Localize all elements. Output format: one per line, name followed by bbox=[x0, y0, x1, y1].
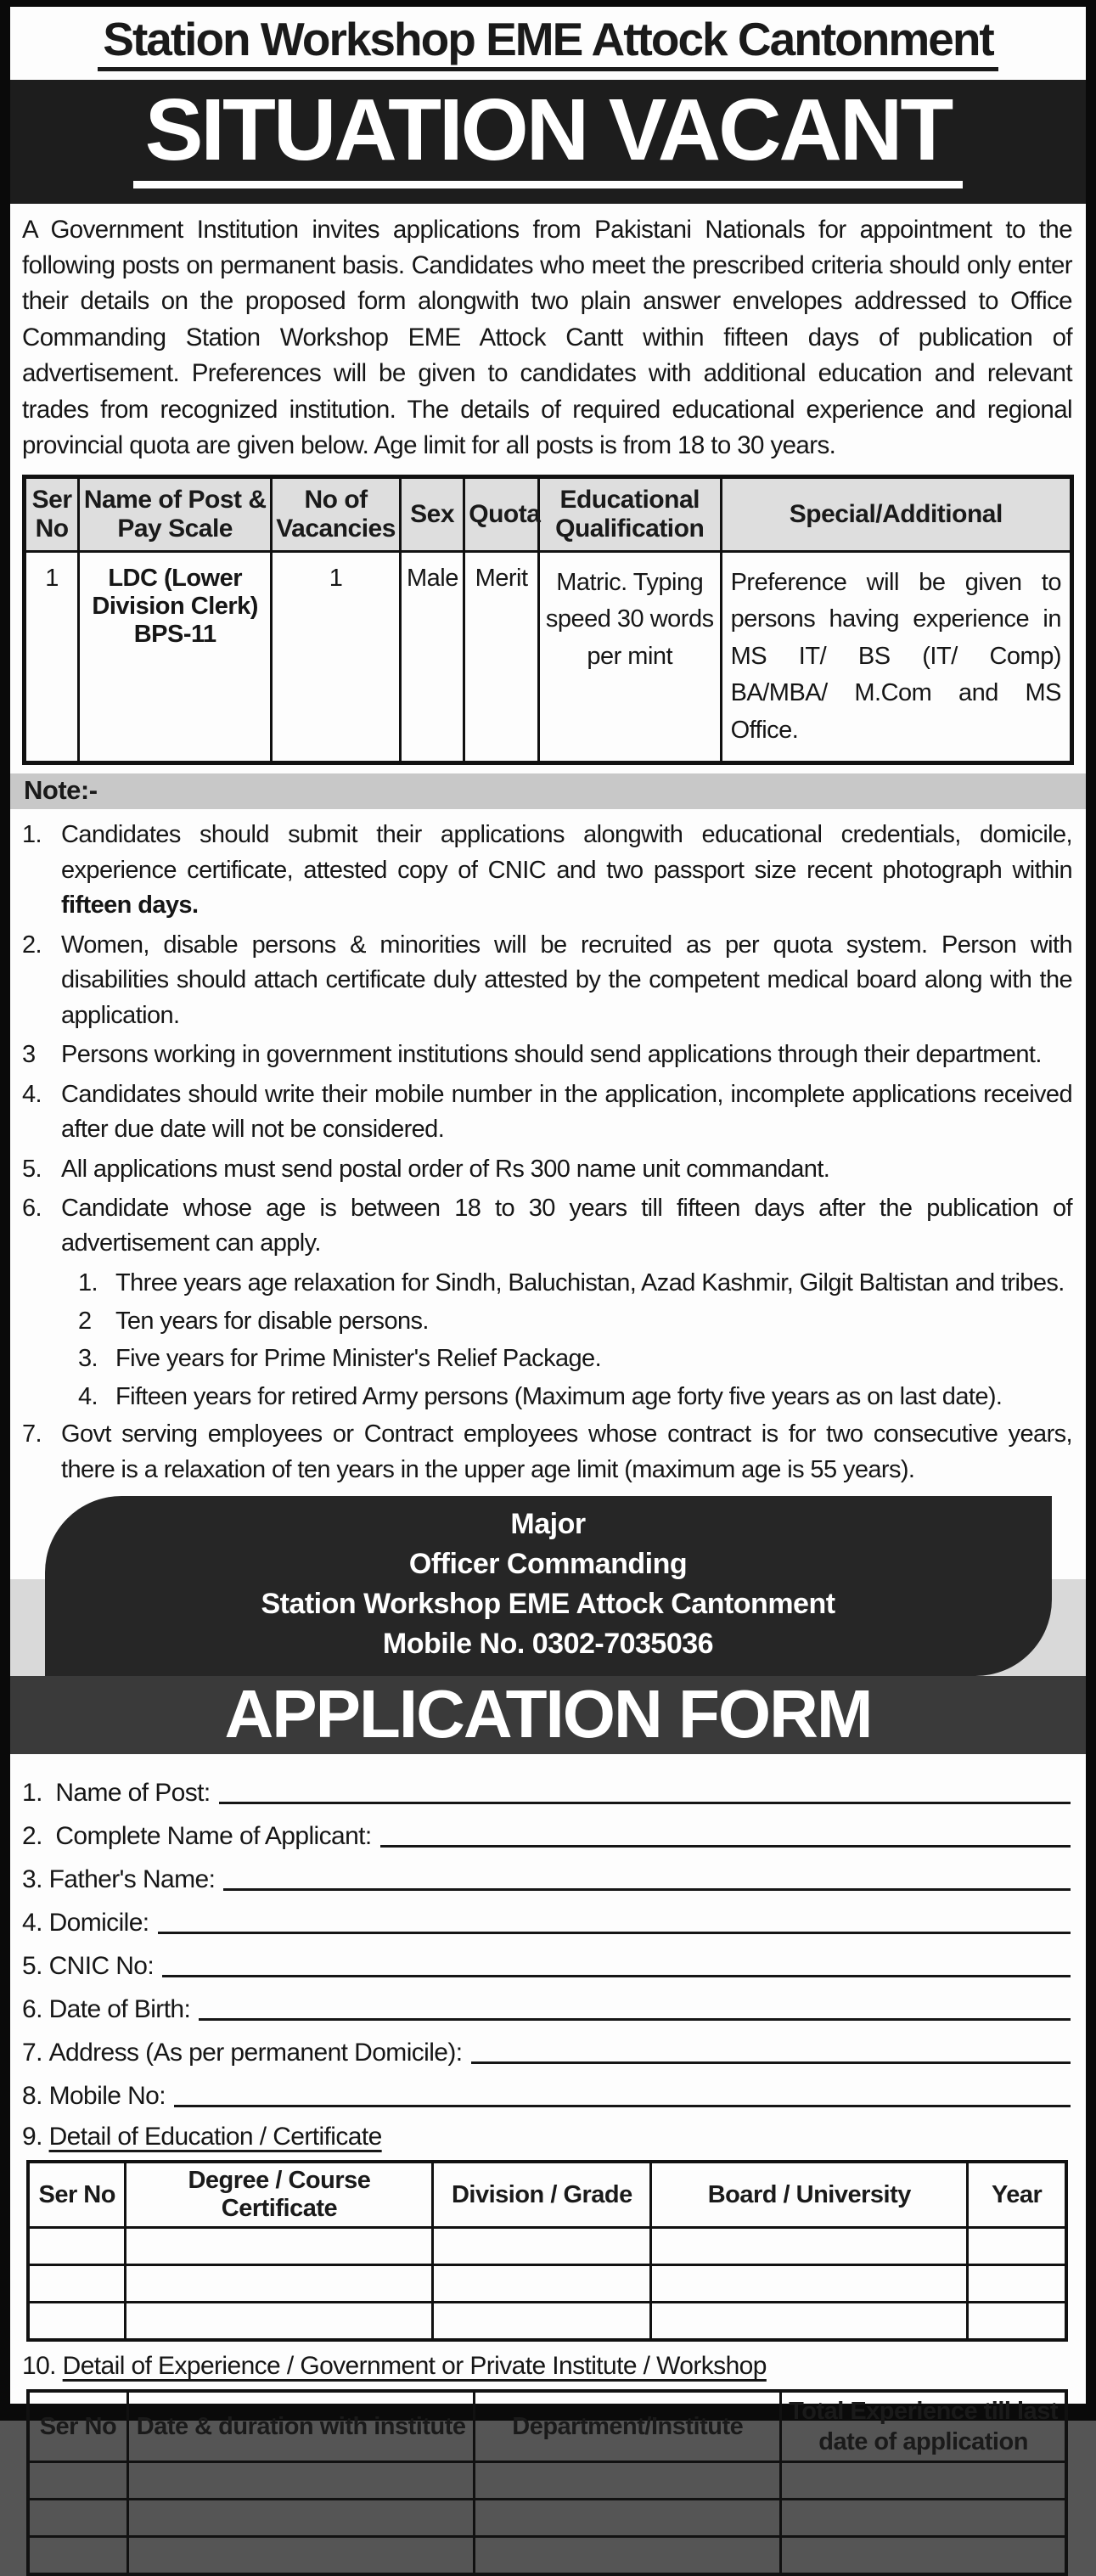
note-subitem-1 bbox=[78, 1266, 1072, 1301]
intro-paragraph: A Government Institution invites applications from Pakistani Nationals for appointment to the following posts on permanent basis. Candidates who meet the prescribed criteria should only enter their details on the proposed form alongwith two plain answer envelopes addressed to Office Commanding Station Workshop EME Attock Cantt within fifteen days of publication of advertisement. Preferences will be given to candidates with additional education and relevant trades from recognized institution. The details of required educational experience and regional provincial quota are given below. Age limit for all posts is from 18 to 30 years. bbox=[22, 215, 1072, 460]
empty-cell bbox=[28, 2500, 127, 2537]
empty-cell bbox=[433, 2265, 651, 2303]
vacancy-cell-quota: Merit bbox=[464, 551, 539, 763]
form-field-address bbox=[22, 2026, 1072, 2069]
empty-cell bbox=[781, 2500, 1066, 2537]
vacancy-header-sex: Sex bbox=[400, 476, 464, 551]
vacancy-cell-special: Preference will be given to persons having experience in MS IT/ BS (IT/ Comp) BA/MBA/ M.Com and MS Office. bbox=[721, 551, 1071, 763]
experience-header-ser: Ser No bbox=[28, 2391, 127, 2462]
note-subitem-4-text: Fifteen years for retired Army persons (Maximum age forty five years as on last date). bbox=[115, 1382, 1003, 1410]
note-item-3-num: 3 bbox=[22, 1041, 36, 1069]
empty-cell bbox=[968, 2228, 1066, 2265]
form-field-mobile bbox=[22, 2069, 1072, 2112]
vacancy-header-ser: Ser No bbox=[25, 476, 79, 551]
contact-designation: Officer Commanding bbox=[408, 1548, 688, 1581]
note-banner: Note:- bbox=[10, 773, 1086, 809]
empty-cell bbox=[475, 2462, 781, 2500]
empty-cell bbox=[126, 2303, 433, 2340]
empty-cell bbox=[127, 2462, 474, 2500]
form-field-address-line bbox=[471, 2061, 1071, 2064]
education-header-row bbox=[28, 2162, 1066, 2228]
vacancy-data-row bbox=[25, 551, 1072, 763]
vacancy-header-post: Name of Post & Pay Scale bbox=[79, 476, 272, 551]
empty-cell bbox=[433, 2303, 651, 2340]
education-empty-row bbox=[28, 2265, 1066, 2303]
empty-cell bbox=[475, 2537, 781, 2574]
vacancy-header-row bbox=[25, 476, 1072, 551]
note-item-7-text: Govt serving employees or Contract employees whose contract is for two consecutive years, there is a relaxation of ten years in the upper age limit (maximum age is 55 years). bbox=[61, 1420, 1072, 1483]
note-item-2 bbox=[22, 928, 1072, 1033]
form-field-domicile-label: 4. Domicile: bbox=[22, 1909, 149, 1938]
education-table bbox=[26, 2160, 1068, 2342]
experience-header-department: Department/Institute bbox=[475, 2391, 781, 2462]
note-item-1-num: 1. bbox=[22, 821, 42, 849]
form-field-domicile-line bbox=[158, 1932, 1071, 1934]
vacancy-cell-ser: 1 bbox=[25, 551, 79, 763]
empty-cell bbox=[781, 2462, 1066, 2500]
vacancy-cell-vacancies: 1 bbox=[272, 551, 401, 763]
note-subitem-4 bbox=[78, 1380, 1072, 1415]
note-item-5 bbox=[22, 1152, 1072, 1187]
form-field-date-of-birth-label: 6. Date of Birth: bbox=[22, 1995, 191, 2024]
contact-unit: Station Workshop EME Attock Cantonment bbox=[261, 1588, 835, 1621]
vacancy-table bbox=[22, 475, 1074, 766]
vacancy-cell-sex: Male bbox=[400, 551, 464, 763]
empty-cell bbox=[28, 2228, 126, 2265]
experience-empty-row bbox=[28, 2500, 1066, 2537]
form-field-mobile-line bbox=[174, 2105, 1071, 2107]
experience-header-total: Total Experience till last date of application bbox=[781, 2391, 1066, 2462]
note-item-5-num: 5. bbox=[22, 1155, 42, 1183]
note-subitem-3-text: Five years for Prime Minister's Relief Package. bbox=[115, 1345, 602, 1373]
note-item-4-text: Candidates should write their mobile number in the application, incomplete applications received after due date will not be considered. bbox=[61, 1080, 1072, 1144]
empty-cell bbox=[651, 2228, 968, 2265]
form-field-mobile-label: 8. Mobile No: bbox=[22, 2082, 166, 2111]
form-field-date-of-birth bbox=[22, 1983, 1072, 2026]
form-field-father-name-label: 3. Father's Name: bbox=[22, 1865, 216, 1894]
empty-cell bbox=[781, 2537, 1066, 2574]
form-field-applicant-name-line bbox=[380, 1845, 1071, 1848]
note-item-6 bbox=[22, 1191, 1072, 1262]
education-header-division: Division / Grade bbox=[433, 2162, 651, 2228]
note-subitem-3 bbox=[78, 1341, 1072, 1376]
note-item-7 bbox=[22, 1417, 1072, 1488]
form-field-cnic bbox=[22, 1939, 1072, 1983]
education-empty-row bbox=[28, 2303, 1066, 2340]
empty-cell bbox=[651, 2303, 968, 2340]
form-field-applicant-name-label: 2. Complete Name of Applicant: bbox=[22, 1822, 372, 1851]
note-item-1-text: Candidates should submit their applications alongwith educational credentials, domicile, experience certificate, attested copy of CNIC and two passport size recent photograph within fifteen days. bbox=[61, 821, 1072, 920]
empty-cell bbox=[28, 2537, 127, 2574]
form-field-date-of-birth-line bbox=[199, 2018, 1071, 2021]
note-item-2-num: 2. bbox=[22, 931, 42, 959]
vacancy-header-vacancies: No of Vacancies bbox=[272, 476, 401, 551]
note-item-3-text: Persons working in government institutions should send applications through their department. bbox=[61, 1041, 1042, 1069]
experience-header-date: Date & duration with institute bbox=[127, 2391, 474, 2462]
note-item-4-num: 4. bbox=[22, 1080, 42, 1108]
form-field-name-of-post bbox=[22, 1766, 1072, 1809]
note-item-6-text: Candidate whose age is between 18 to 30 years till fifteen days after the publication of advertisement can apply. bbox=[61, 1195, 1072, 1257]
note-subitem-3-num: 3. bbox=[78, 1345, 98, 1373]
vacancy-header-qualification: Educational Qualification bbox=[538, 476, 721, 551]
vacancy-cell-post: LDC (Lower Division Clerk) BPS-11 bbox=[79, 551, 272, 763]
note-item-2-text: Women, disable persons & minorities will be recruited as per quota system. Person with disabilities should attach certificate duly attested by the competent medical board along with the application. bbox=[61, 931, 1072, 1029]
vacancy-header-special: Special/Additional bbox=[721, 476, 1071, 551]
note-subitem-2-text: Ten years for disable persons. bbox=[115, 1307, 429, 1335]
application-form bbox=[10, 1754, 1086, 2576]
education-empty-row bbox=[28, 2228, 1066, 2265]
application-form-title: APPLICATION FORM bbox=[224, 1676, 872, 1752]
empty-cell bbox=[28, 2462, 127, 2500]
experience-header-row bbox=[28, 2391, 1066, 2462]
empty-cell bbox=[126, 2265, 433, 2303]
education-header-ser: Ser No bbox=[28, 2162, 126, 2228]
education-header-year: Year bbox=[968, 2162, 1066, 2228]
contact-section bbox=[10, 1496, 1086, 1676]
empty-cell bbox=[433, 2228, 651, 2265]
contact-rank: Major bbox=[510, 1508, 586, 1541]
situation-vacant-banner bbox=[10, 80, 1086, 204]
form-field-applicant-name bbox=[22, 1809, 1072, 1853]
note-subitem-1-num: 1. bbox=[78, 1268, 98, 1296]
empty-cell bbox=[651, 2265, 968, 2303]
education-header-degree: Degree / Course Certificate bbox=[126, 2162, 433, 2228]
note-item-6-num: 6. bbox=[22, 1195, 42, 1223]
form-field-address-label: 7. Address (As per permanent Domicile): bbox=[22, 2039, 463, 2067]
form-field-name-of-post-line bbox=[219, 1802, 1071, 1804]
note-subitem-2-num: 2 bbox=[78, 1307, 92, 1335]
note-item-5-text: All applications must send postal order of Rs 300 name unit commandant. bbox=[61, 1155, 830, 1183]
empty-cell bbox=[968, 2303, 1066, 2340]
note-subitem-4-num: 4. bbox=[78, 1382, 98, 1410]
form-field-father-name bbox=[22, 1853, 1072, 1896]
note-item-1-bold: fifteen days. bbox=[61, 891, 199, 920]
contact-box bbox=[45, 1496, 1052, 1676]
note-list bbox=[10, 809, 1086, 1488]
experience-empty-row bbox=[28, 2537, 1066, 2574]
vacancy-cell-qualification: Matric. Typing speed 30 words per mint bbox=[538, 551, 721, 763]
empty-cell bbox=[127, 2500, 474, 2537]
experience-table bbox=[26, 2389, 1068, 2576]
empty-cell bbox=[968, 2265, 1066, 2303]
note-item-7-num: 7. bbox=[22, 1420, 42, 1448]
note-item-1 bbox=[22, 818, 1072, 923]
application-form-banner bbox=[10, 1676, 1086, 1754]
form-field-cnic-label: 5. CNIC No: bbox=[22, 1952, 155, 1981]
empty-cell bbox=[475, 2500, 781, 2537]
form-field-domicile bbox=[22, 1896, 1072, 1939]
education-section-title: 9. Detail of Education / Certificate bbox=[22, 2123, 382, 2151]
vacancy-header-quota: Quota bbox=[464, 476, 539, 551]
note-item-3 bbox=[22, 1038, 1072, 1072]
form-field-cnic-line bbox=[162, 1975, 1071, 1977]
situation-vacant-title: SITUATION VACANT bbox=[133, 85, 964, 188]
empty-cell bbox=[28, 2265, 126, 2303]
contact-mobile-number: Mobile No. 0302-7035036 bbox=[382, 1627, 714, 1660]
empty-cell bbox=[126, 2228, 433, 2265]
education-header-board: Board / University bbox=[651, 2162, 968, 2228]
empty-cell bbox=[127, 2537, 474, 2574]
experience-empty-row bbox=[28, 2462, 1066, 2500]
masthead bbox=[10, 7, 1086, 80]
empty-cell bbox=[28, 2303, 126, 2340]
form-field-name-of-post-label: 1. Name of Post: bbox=[22, 1779, 211, 1808]
experience-section-title: 10. Detail of Experience / Government or Private Institute / Workshop bbox=[22, 2351, 767, 2380]
advertisement-inner bbox=[10, 7, 1086, 2456]
masthead-title: Station Workshop EME Attock Cantonment bbox=[98, 14, 998, 71]
note-subitem-2 bbox=[78, 1304, 1072, 1339]
note-item-4 bbox=[22, 1077, 1072, 1148]
note-subitem-1-text: Three years age relaxation for Sindh, Baluchistan, Azad Kashmir, Gilgit Baltistan and tribes. bbox=[115, 1268, 1065, 1296]
form-field-father-name-line bbox=[223, 1888, 1071, 1891]
